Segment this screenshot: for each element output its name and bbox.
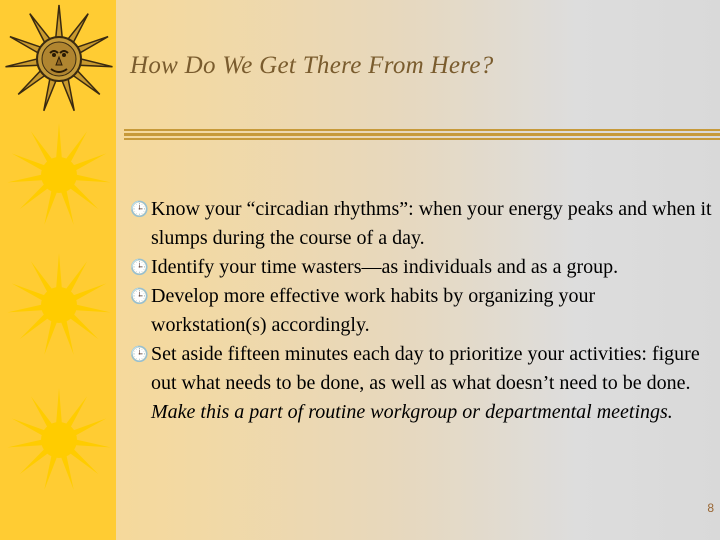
clock-icon: 🕒 (130, 258, 149, 276)
slide-title: How Do We Get There From Here? (130, 52, 494, 79)
bullet-emphasis: Make this a part of routine workgroup or departmental meetings. (151, 401, 673, 423)
bullet-text: Know your “circadian rhythms”: when your energy peaks and when it slumps during the course of a day. (151, 198, 712, 249)
clock-icon: 🕒 (130, 345, 149, 363)
sun-face-icon (3, 3, 115, 115)
bullet-item (130, 195, 715, 253)
title-underline (124, 129, 720, 143)
clock-icon: 🕒 (130, 200, 149, 218)
sun-icon (4, 120, 114, 230)
bullet-text: Set aside fifteen minutes each day to prioritize your activities: figure out what needs to be done, as well as what doesn’t need to be done. (151, 343, 700, 394)
sun-icon (4, 250, 114, 360)
bullet-text: Identify your time wasters—as individuals and as a group. (151, 256, 619, 278)
bullet-list (130, 195, 715, 427)
bullet-item (130, 282, 715, 340)
sun-icon (4, 385, 114, 495)
page-number: 8 (707, 501, 714, 515)
bullet-item (130, 340, 715, 427)
bullet-text: Develop more effective work habits by organizing your workstation(s) accordingly. (151, 285, 596, 336)
sun-sidebar (0, 0, 116, 540)
bullet-item (130, 253, 715, 282)
clock-icon: 🕒 (130, 287, 149, 305)
